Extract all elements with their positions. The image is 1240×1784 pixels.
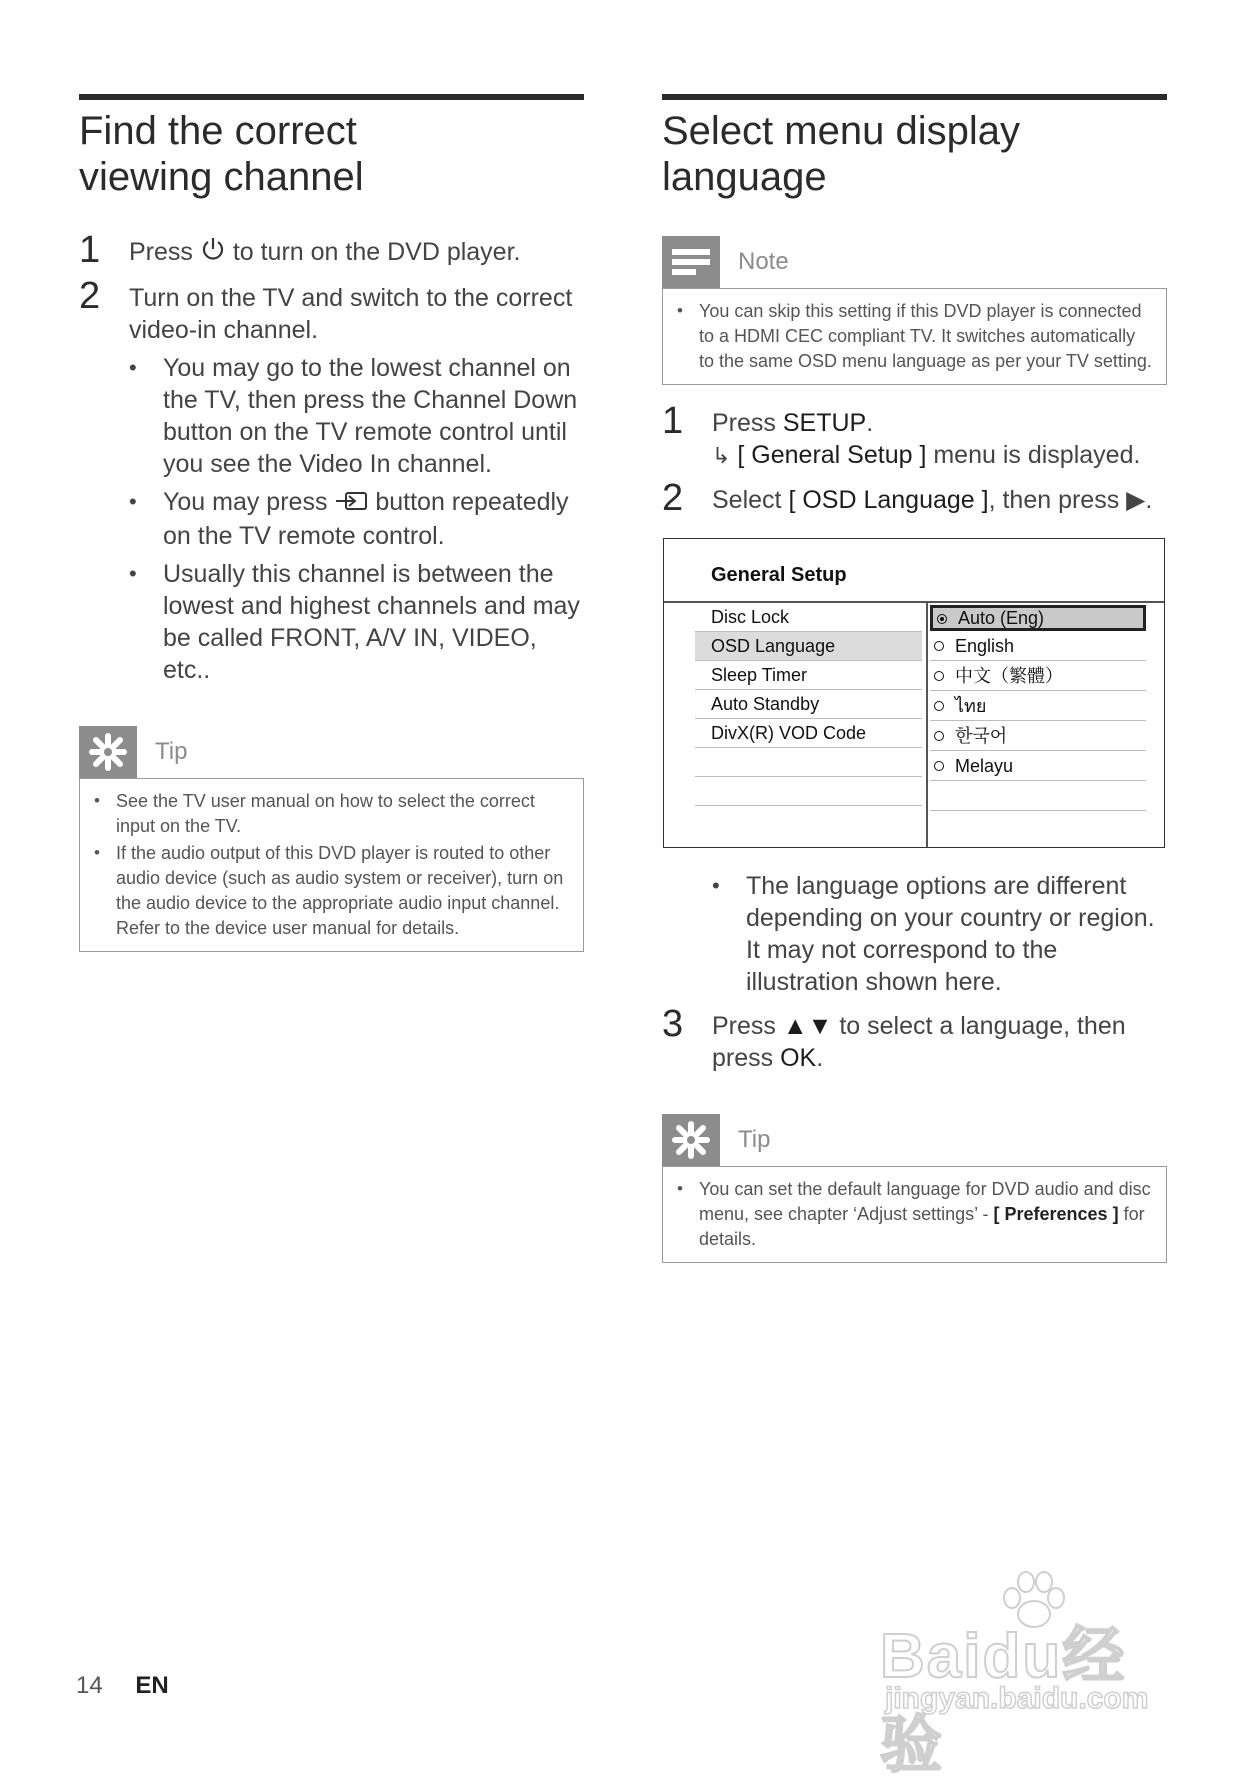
right-step-3: 3 Press ▲▼ to select a language, then press OK. <box>662 1003 1126 1072</box>
radio-selected-icon <box>937 614 947 624</box>
radio-icon <box>934 641 944 651</box>
option-melayu[interactable]: Melayu <box>930 751 1146 781</box>
left-bullets <box>129 352 584 685</box>
tip-icon <box>662 1114 720 1166</box>
option-thai[interactable]: ไทย <box>930 691 1146 721</box>
tip-body <box>79 778 584 952</box>
menu-item-divx-vod-code[interactable]: DivX(R) VOD Code <box>695 719 922 748</box>
section-rule <box>662 94 1167 100</box>
language-code: EN <box>135 1672 169 1699</box>
menu-items <box>695 603 922 806</box>
right-step-2: 2 Select [ OSD Language ], then press ▶. <box>662 477 1153 519</box>
section-rule <box>79 94 584 100</box>
step-text-pre: Press <box>129 238 193 266</box>
source-input-icon <box>334 488 368 520</box>
tip-body <box>662 1166 1167 1263</box>
result-arrow-icon: ↳ <box>712 443 731 468</box>
right-column-lower <box>662 870 1167 1263</box>
language-options <box>930 605 1146 811</box>
option-empty <box>930 781 1146 811</box>
left-step-1 <box>79 229 584 271</box>
left-step-2 <box>79 275 584 346</box>
up-down-icon: ▲▼ <box>782 1012 833 1040</box>
step-number: 1 <box>79 229 101 271</box>
setup-key: SETUP <box>782 409 867 437</box>
menu-title: General Setup <box>711 564 847 586</box>
osd-language-key: [ OSD Language ] <box>788 486 989 514</box>
note-header <box>662 236 1167 288</box>
menu-divider <box>926 601 928 847</box>
option-english[interactable]: English <box>930 631 1146 661</box>
step-text-post: to turn on the DVD player. <box>232 238 521 266</box>
list-item: • See the TV user manual on how to select the correct input on the TV. <box>94 789 569 839</box>
radio-icon <box>934 761 944 771</box>
page-footer <box>76 1672 169 1700</box>
option-chinese[interactable]: 中文（繁體） <box>930 661 1146 691</box>
list-item: • You may press button repeatedly on the TV remote control. <box>129 486 584 551</box>
step-number: 2 <box>79 275 101 318</box>
radio-icon <box>934 671 944 681</box>
note-icon <box>662 236 720 288</box>
list-item: • Usually this channel is between the lowest and highest channels and may be called FRONT, A/V IN, VIDEO, etc.. <box>129 558 584 686</box>
note-box <box>662 236 1167 385</box>
option-korean[interactable]: 한국어 <box>930 721 1146 751</box>
list-item: • If the audio output of this DVD player is routed to other audio device (such as audio system or receiver), turn on the audio device to the appropriate audio input channel. Refer to the device user manual for details. <box>94 841 569 941</box>
watermark-brand: Baidu经验 <box>880 1622 1127 1780</box>
list-item: • The language options are different depending on your country or region. It may not correspond to the illustration shown here. <box>712 870 1167 998</box>
tip-box-left <box>79 726 584 952</box>
menu-item-sleep-timer[interactable]: Sleep Timer <box>695 661 922 690</box>
tip-header <box>662 1114 1167 1166</box>
page-number: 14 <box>76 1672 103 1699</box>
baidu-watermark <box>880 1570 1180 1780</box>
watermark-url: jingyan.baidu.com <box>885 1682 1149 1715</box>
tip-title: Tip <box>738 1126 771 1153</box>
menu-item-empty <box>695 777 922 806</box>
note-body <box>662 288 1167 385</box>
left-section-title: Find the correct viewing channel <box>79 109 364 199</box>
tip-title: Tip <box>155 737 188 765</box>
result-line: ↳ [ General Setup ] menu is displayed. <box>712 441 1141 469</box>
step-number: 1 <box>662 400 684 442</box>
menu-item-disc-lock[interactable]: Disc Lock <box>695 603 922 632</box>
radio-icon <box>934 701 944 711</box>
menu-item-osd-language[interactable]: OSD Language <box>695 632 922 661</box>
menu-item-empty <box>695 748 922 777</box>
menu-item-auto-standby[interactable]: Auto Standby <box>695 690 922 719</box>
right-section-title: Select menu display language <box>662 109 1020 199</box>
list-item: • You can set the default language for DVD audio and disc menu, see chapter ‘Adjust settings’ - [ Preferences ] for details. <box>677 1177 1152 1252</box>
note-title: Note <box>738 248 789 275</box>
right-step-1: 1 Press SETUP. ↳ [ General Setup ] menu is displayed. <box>662 407 1167 472</box>
left-column <box>79 94 584 952</box>
power-icon <box>200 236 226 270</box>
step-number: 3 <box>662 1003 684 1045</box>
tip-icon <box>79 726 137 778</box>
right-column <box>662 94 1167 519</box>
tip-header <box>79 726 584 778</box>
step-number: 2 <box>662 477 684 519</box>
preferences-key: [ Preferences ] <box>993 1204 1119 1224</box>
general-setup-menu <box>663 538 1165 848</box>
right-bullets <box>712 870 1167 998</box>
step-text: Turn on the TV and switch to the correct video-in channel. <box>129 284 573 345</box>
option-auto-eng[interactable]: Auto (Eng) <box>930 605 1146 631</box>
play-icon: ▶. <box>1126 486 1153 514</box>
ok-key: OK <box>780 1044 817 1072</box>
list-item: • You can skip this setting if this DVD player is connected to a HDMI CEC compliant TV. It switches automatically to the same OSD menu language as per your TV setting. <box>677 299 1152 374</box>
tip-box-right <box>662 1114 1167 1263</box>
list-item: • You may go to the lowest channel on the TV, then press the Channel Down button on the TV remote control until you see the Video In channel. <box>129 352 584 480</box>
radio-icon <box>934 731 944 741</box>
